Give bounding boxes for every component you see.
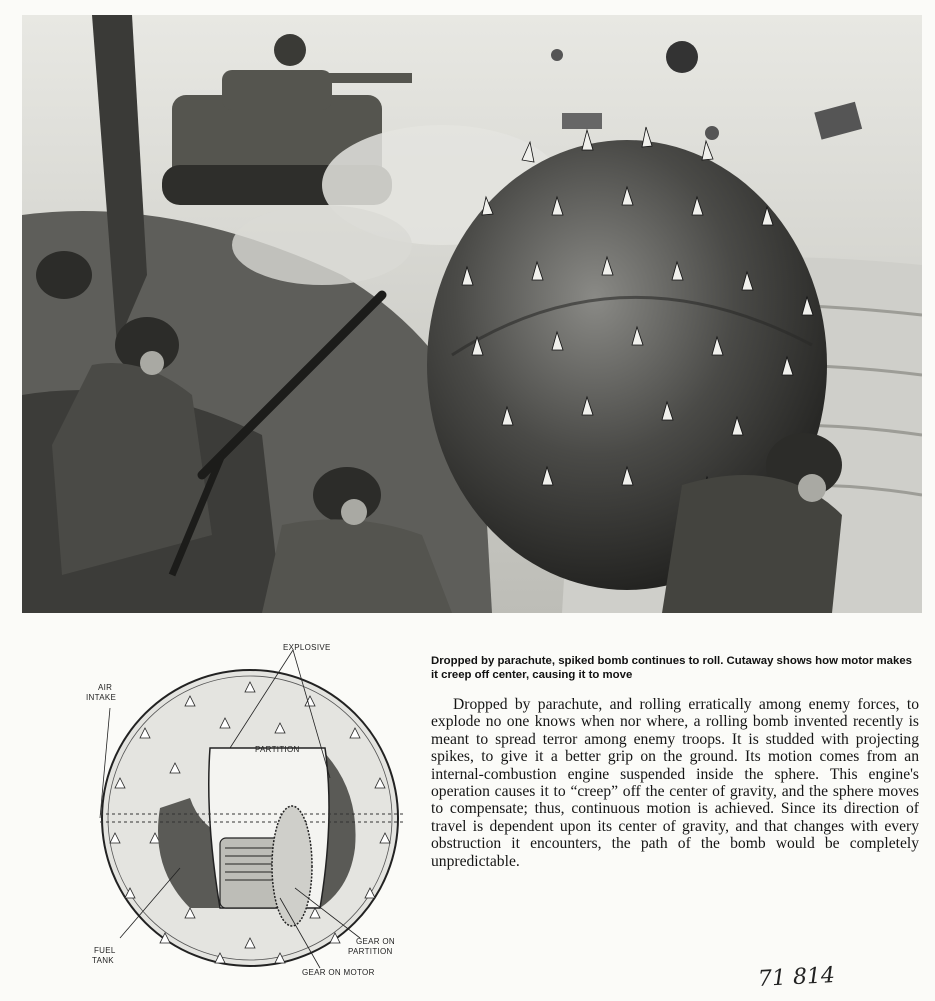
battle-illustration [22,15,922,613]
wartime-battle-scene-icon [22,15,922,613]
handwritten-note: 71 814 [757,963,836,992]
label-tank: TANK [92,956,114,965]
article-caption: Dropped by parachute, spiked bomb continues to roll. Cutaway shows how motor makes it creep off center, causing it to move [431,655,913,681]
label-air: AIR [98,683,113,692]
cutaway-diagram [80,638,420,978]
bomb-cutaway-icon [80,638,420,978]
article-body: Dropped by parachute, and rolling erratically among enemy forces, to explode no one knows when nor where, a rolling bomb invented recently is meant to spread terror among enemy troops. It is studded with projecting spikes, to give it a better grip on the ground. Its motion comes from an internal-combustion engine suspended inside the sphere. This engine's operation causes it to “creep” off the center of gravity, and the sphere moves to compensate; thus, continuous motion is achieved. Since its direction of travel is dependent upon its center of gravity, and that changes with every obstruction it encounters, the path of the bomb would be completely unpredictable. [431,696,919,870]
label-explosive: EXPLOSIVE [283,643,331,652]
label-gear-on-motor: GEAR ON MOTOR [302,968,375,977]
label-partition: PARTITION [255,745,300,754]
label-intake: INTAKE [86,693,117,702]
label-fuel: FUEL [94,946,116,955]
label-gear-on: GEAR ON [356,937,395,946]
label-gear-partition: PARTITION [348,947,393,956]
